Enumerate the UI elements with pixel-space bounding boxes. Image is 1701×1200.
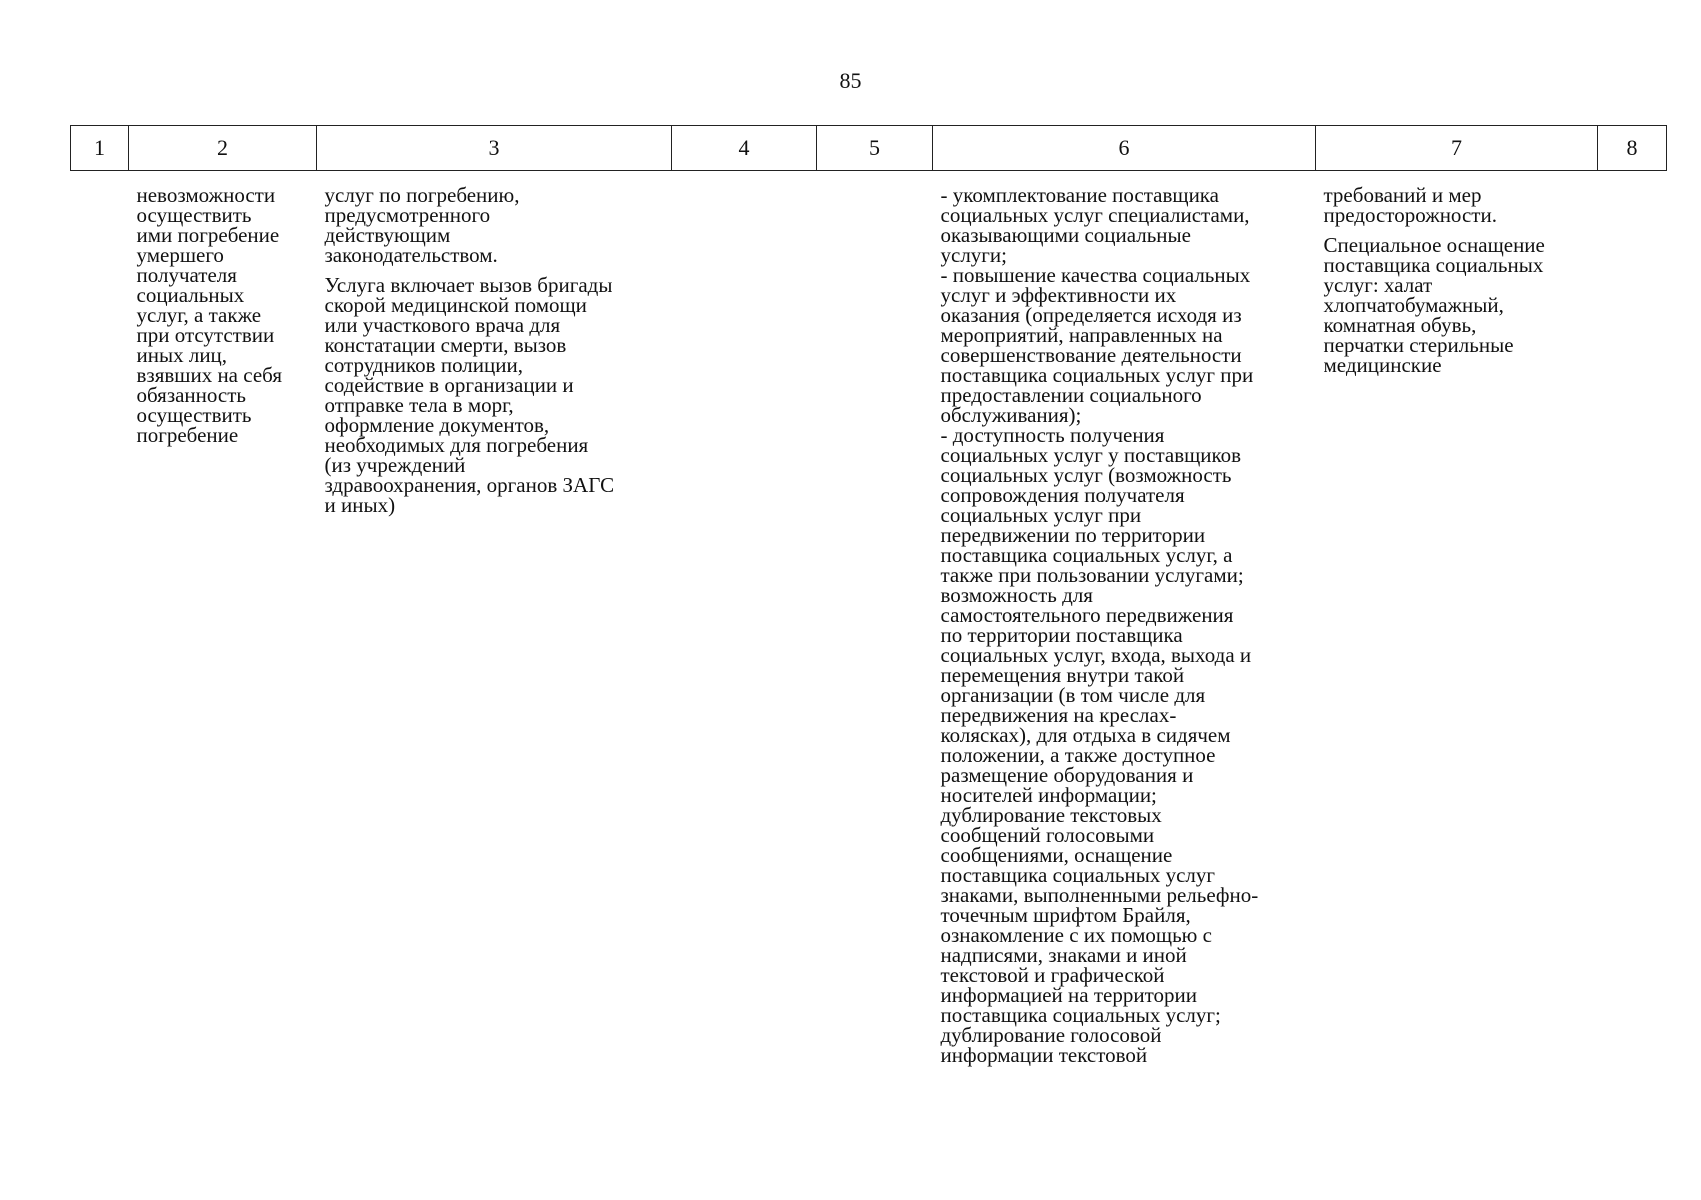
services-table — [70, 125, 1667, 1075]
col7-paragraph-1: требований и мер предосторожности. — [1323, 183, 1497, 227]
column-header-1: 1 — [71, 126, 129, 171]
cell-col4 — [672, 171, 817, 1076]
col3-paragraph-1: услуг по погребению, предусмотренного действующим законодательством. — [324, 183, 520, 267]
column-header-7: 7 — [1316, 126, 1598, 171]
column-header-6: 6 — [933, 126, 1316, 171]
cell-col8 — [1598, 171, 1667, 1076]
cell-col3 — [317, 171, 672, 1076]
cell-col7 — [1316, 171, 1598, 1076]
column-header-3: 3 — [317, 126, 672, 171]
col7-paragraph-2: Специальное оснащение поставщика социальных услуг: халат хлопчатобумажный, комнатная обувь, перчатки стерильные медицинские — [1323, 233, 1545, 377]
col2-text: невозможности осуществить ими погребение умершего получателя социальных услуг, а также при отсутствии иных лиц, взявших на себя обязанность осуществить погребение — [136, 183, 282, 447]
column-header-2: 2 — [129, 126, 317, 171]
cell-col5 — [817, 171, 933, 1076]
column-header-8: 8 — [1598, 126, 1667, 171]
page-number: 85 — [839, 68, 862, 93]
col6-text: - укомплектование поставщика социальных услуг специалистами, оказывающими социальные услуги; - повышение качества социальных услуг и эффективности их оказания (определяется исходя из мероприятий, направленных на совершенствование деятельности поставщика социальных услуг при предоставлении социального обслуживания); - доступность получения социальных услуг у поставщиков социальных услуг (возможность сопровождения получателя социальных услуг при передвижении по территории поставщика социальных услуг, а также при пользовании услугами; возможность для самостоятельного передвижения по территории поставщика социальных услуг, входа, выхода и перемещения внутри такой организации (в том числе для передвижения на креслах- колясках), для отдыха в сидячем положении, а также доступное размещение оборудования и носителей информации; дублирование текстовых сообщений голосовыми сообщениями, оснащение поставщика социальных услуг знаками, выполненными рельефно- точечным шрифтом Брайля, ознакомление с их помощью с надписями, знаками и иной текстовой и графической информацией на территории поставщика социальных услуг; дублирование голосовой информации текстовой — [940, 183, 1259, 1067]
column-number-header-row — [71, 126, 1667, 171]
table-row — [71, 171, 1667, 1076]
col3-paragraph-2: Услуга включает вызов бригады скорой медицинской помощи или участкового врача для констатации смерти, вызов сотрудников полиции, содействие в организации и отправке тела в морг, оформление документов, необходимых для погребения (из учреждений здравоохранения, органов ЗАГС и иных) — [324, 273, 615, 517]
cell-col6 — [933, 171, 1316, 1076]
column-header-4: 4 — [672, 126, 817, 171]
column-header-5: 5 — [817, 126, 933, 171]
cell-col2 — [129, 171, 317, 1076]
cell-col1 — [71, 171, 129, 1076]
